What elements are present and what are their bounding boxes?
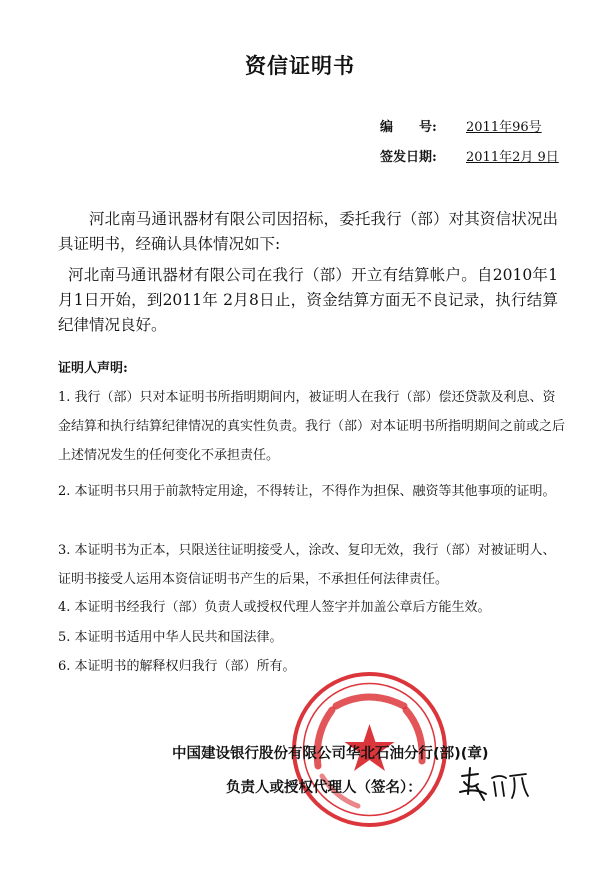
- signatory-line: 负责人或授权代理人（签名）：: [226, 780, 422, 796]
- account-paragraph: 河北南马通讯器材有限公司在我行（部）开立有结算帐户。自2010年1月1日开始，到2011年 2月8日止，资金结算方面无不良记录，执行结算纪律情况良好。: [58, 266, 558, 334]
- clause-3: 3. 本证明书为正本，只限送往证明接受人，涂改、复印无效，我行（部）对被证明人、证明书接受人运用本资信证明书产生的后果，不承担任何法律责任。: [58, 543, 556, 587]
- document-title: 资信证明书: [245, 54, 355, 78]
- certificate-number-row: [380, 116, 542, 135]
- number-value: 2011年96号: [466, 120, 542, 135]
- declaration-heading: 证明人声明:: [58, 361, 128, 376]
- clause-2: 2. 本证明书只用于前款特定用途，不得转让，不得作为担保、融资等其他事项的证明。: [58, 484, 556, 499]
- clause-1: 1. 我行（部）只对本证明书所指明期间内，被证明人在我行（部）偿还贷款及利息、资金结算和执行结算纪律情况的真实性负责。我行（部）对本证明书所指明期间之前或之后上述情况发生的任何变化不承担责任。: [58, 390, 566, 463]
- issue-date-row: [380, 146, 559, 165]
- issuing-bank-line: 中国建设银行股份有限公司华北石油分行(部)(章): [172, 746, 489, 762]
- clause-4: 4. 本证明书经我行（部）负责人或授权代理人签字并加盖公章后方能生效。: [58, 600, 491, 615]
- clause-6: 6. 本证明书的解释权归我行（部）所有。: [58, 659, 296, 674]
- handwritten-signature: [456, 764, 536, 804]
- number-label: 编 号:: [380, 120, 437, 135]
- date-label: 签发日期:: [380, 150, 437, 165]
- date-value: 2011年2月 9日: [466, 150, 559, 165]
- intro-paragraph: 河北南马通讯器材有限公司因招标，委托我行（部）对其资信状况出具证明书，经确认具体情况如下:: [58, 210, 558, 253]
- clause-5: 5. 本证明书适用中华人民共和国法律。: [58, 630, 283, 645]
